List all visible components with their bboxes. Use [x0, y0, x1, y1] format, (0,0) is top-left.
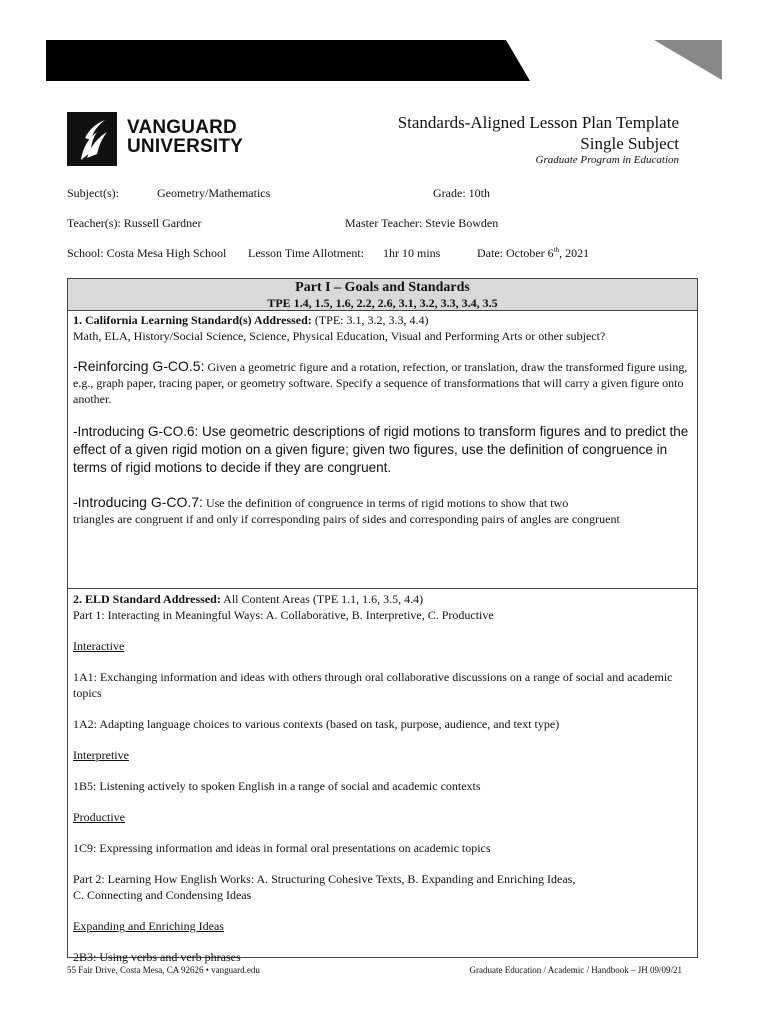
eld-part2-line1: Part 2: Learning How English Works: A. Structuring Cohesive Texts, B. Expanding and Enriching Ideas,	[73, 872, 576, 886]
eld-1c9: 1C9: Expressing information and ideas in formal oral presentations on academic topics	[73, 841, 491, 855]
expanding-heading: Expanding and Enriching Ideas	[73, 919, 224, 933]
section1-subjects: Math, ELA, History/Social Science, Science, Physical Education, Visual and Performing Arts or other subject?	[73, 329, 606, 343]
part1-title: Part I – Goals and Standards	[295, 280, 470, 295]
logo-flame-icon	[67, 112, 117, 166]
time-label: Lesson Time Allotment:	[248, 246, 365, 260]
footer-handbook: Graduate Education / Academic / Handbook – JH 09/09/21	[469, 965, 682, 975]
logo-line2: UNIVERSITY	[127, 136, 244, 157]
footer-address: 55 Fair Drive, Costa Mesa, CA 92626 • vanguard.edu	[67, 965, 260, 975]
eld-1a1: 1A1: Exchanging information and ideas with others through oral collaborative discussions on a range of social and academic topics	[73, 670, 673, 700]
std1-text: Given a geometric figure and a rotation, refection, or translation, draw the transformed figure using, e.g., graph paper, tracing paper, or geometry software. Specify a sequence of transformations that will carry a given figure onto another.	[73, 360, 688, 406]
header-black-banner	[46, 40, 530, 81]
std2-text: Use geometric descriptions of rigid motions to transform figures and to predict the effect of a given rigid motion on a given figure; given two figures, use the definition of congruence in terms of rigid motions to decide if they are congruent.	[73, 424, 689, 475]
subject-value: Geometry/Mathematics	[157, 186, 271, 200]
section1-heading-tpe: (TPE: 3.1, 3.2, 3.3, 4.4)	[311, 313, 429, 327]
university-logo	[67, 112, 267, 166]
std1-label: -Reinforcing G-CO.5:	[73, 358, 205, 374]
goals-standards-table	[67, 278, 698, 964]
section1-heading-label: 1. California Learning Standard(s) Addressed:	[73, 313, 312, 327]
section2-heading-rest: All Content Areas (TPE 1.1, 1.6, 3.5, 4.4)	[220, 592, 424, 606]
std2-label: -Introducing G-CO.6:	[73, 424, 199, 439]
date-suffix: , 2021	[559, 246, 590, 260]
part1-header	[68, 279, 697, 311]
time-value: 1hr 10 mins	[383, 246, 441, 260]
interpretive-heading: Interpretive	[73, 748, 129, 762]
eld-part2	[73, 871, 692, 903]
eld-1a2: 1A2: Adapting language choices to various contexts (based on task, purpose, audience, and text type)	[73, 717, 560, 731]
logo-line1: VANGUARD	[127, 117, 237, 138]
std3-text-rest: triangles are congruent if and only if corresponding pairs of sides and corresponding pairs of angles are congruent	[73, 512, 620, 526]
master-teacher: Master Teacher: Stevie Bowden	[345, 216, 499, 230]
standard-g-co-7	[73, 493, 692, 527]
logo-wordmark	[127, 118, 243, 156]
part1-tpe: TPE 1.4, 1.5, 1.6, 2.2, 2.6, 3.1, 3.2, 3.3, 3.4, 3.5	[267, 296, 498, 310]
title-line1: Standards-Aligned Lesson Plan Template	[397, 113, 679, 132]
eld-1b5: 1B5: Listening actively to spoken English in a range of social and academic contexts	[73, 779, 481, 793]
header-corner-triangle	[654, 40, 722, 80]
teacher: Teacher(s): Russell Gardner	[67, 216, 202, 230]
school: School: Costa Mesa High School	[67, 246, 227, 260]
standard-g-co-6	[73, 423, 692, 477]
eld-2b3: 2B3: Using verbs and verb phrases	[73, 950, 241, 964]
section2-heading-label: 2. ELD Standard Addressed:	[73, 592, 221, 606]
section1-heading	[73, 312, 692, 328]
eld-part2-line2: C. Connecting and Condensing Ideas	[73, 888, 252, 902]
date-sup: th	[553, 246, 560, 254]
document-title	[398, 112, 679, 154]
std3-label: -Introducing G-CO.7:	[73, 494, 203, 510]
subject-label: Subject(s):	[67, 186, 119, 200]
interactive-heading: Interactive	[73, 639, 125, 653]
section2-heading	[73, 591, 692, 607]
section1-cell	[68, 311, 697, 589]
grade: Grade: 10th	[433, 186, 490, 200]
eld-part1: Part 1: Interacting in Meaningful Ways: A. Collaborative, B. Interpretive, C. Productive	[73, 608, 494, 622]
std3-text-line1: Use the definition of congruence in terms of rigid motions to show that two	[202, 496, 569, 510]
standard-g-co-5	[73, 357, 692, 407]
title-line2: Single Subject	[580, 134, 679, 153]
productive-heading: Productive	[73, 810, 125, 824]
document-subtitle: Graduate Program in Education	[535, 154, 679, 166]
section2-cell	[68, 589, 697, 967]
date-prefix: Date: October 6	[477, 246, 554, 260]
lesson-date	[477, 246, 589, 261]
